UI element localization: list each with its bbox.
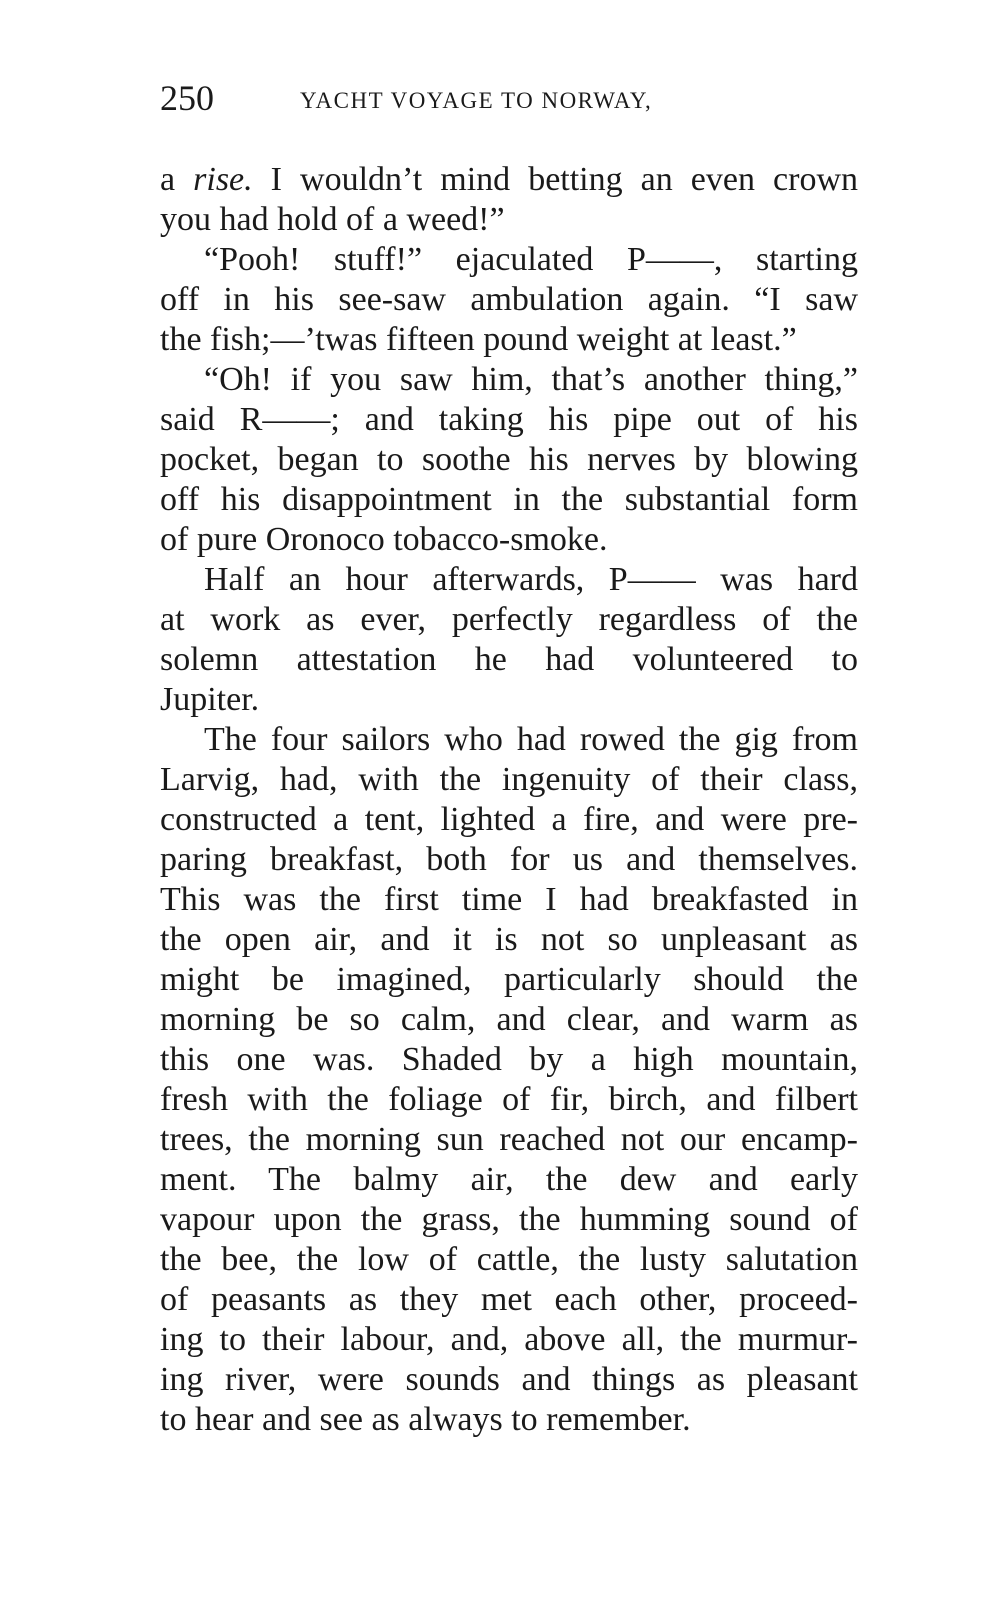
text-line: morning be so calm, and clear, and warm as (160, 1001, 858, 1038)
text-line: “Oh! if you saw him, that’s another thing,” (204, 361, 858, 398)
running-title: YACHT VOYAGE TO NORWAY, (300, 88, 653, 113)
text-line: this one was. Shaded by a high mountain, (160, 1041, 858, 1078)
text-line: constructed a tent, lighted a fire, and were pre- (160, 801, 858, 838)
text-line: Half an hour afterwards, P—— was hard (204, 561, 858, 598)
text-line: ing to their labour, and, above all, the murmur- (160, 1321, 858, 1358)
text-line: trees, the morning sun reached not our encamp- (160, 1121, 858, 1158)
italic-word: rise. (193, 161, 253, 198)
text-line: of pure Oronoco tobacco-smoke. (160, 521, 608, 558)
text-line: to hear and see as always to remember. (160, 1401, 691, 1438)
text-line: “Pooh! stuff!” ejaculated P——, starting (204, 241, 858, 278)
text-line: at work as ever, perfectly regardless of the (160, 601, 858, 638)
text-line: vapour upon the grass, the humming sound of (160, 1201, 858, 1238)
text-line: said R——; and taking his pipe out of his (160, 401, 858, 438)
text-line: off his disappointment in the substantial form (160, 481, 858, 518)
body-text (160, 160, 858, 1440)
text-line: the bee, the low of cattle, the lusty salutation (160, 1241, 858, 1278)
text-line: might be imagined, particularly should the (160, 961, 858, 998)
text-line: ment. The balmy air, the dew and early (160, 1161, 858, 1198)
text-line: the fish;—’twas fifteen pound weight at least.” (160, 321, 797, 358)
text-line: you had hold of a weed!” (160, 201, 505, 238)
text-line: off in his see-saw ambulation again. “I saw (160, 281, 858, 318)
text-line: the open air, and it is not so unpleasant as (160, 921, 858, 958)
page-number: 250 (160, 78, 214, 118)
text-line: The four sailors who had rowed the gig from (204, 721, 858, 758)
text-line: Larvig, had, with the ingenuity of their class, (160, 761, 858, 798)
text-line: a rise. I wouldn’t mind betting an even crown (160, 161, 858, 198)
page-header (160, 78, 760, 128)
text-line: fresh with the foliage of fir, birch, and filbert (160, 1081, 858, 1118)
text-line: Jupiter. (160, 681, 260, 718)
text-line: of peasants as they met each other, proceed- (160, 1281, 858, 1318)
text-line: pocket, began to soothe his nerves by blowing (160, 441, 858, 478)
text-line: solemn attestation he had volunteered to (160, 641, 858, 678)
text-line: This was the first time I had breakfasted in (160, 881, 858, 918)
text-line: paring breakfast, both for us and themselves. (160, 841, 858, 878)
text-line: ing river, were sounds and things as pleasant (160, 1361, 858, 1398)
